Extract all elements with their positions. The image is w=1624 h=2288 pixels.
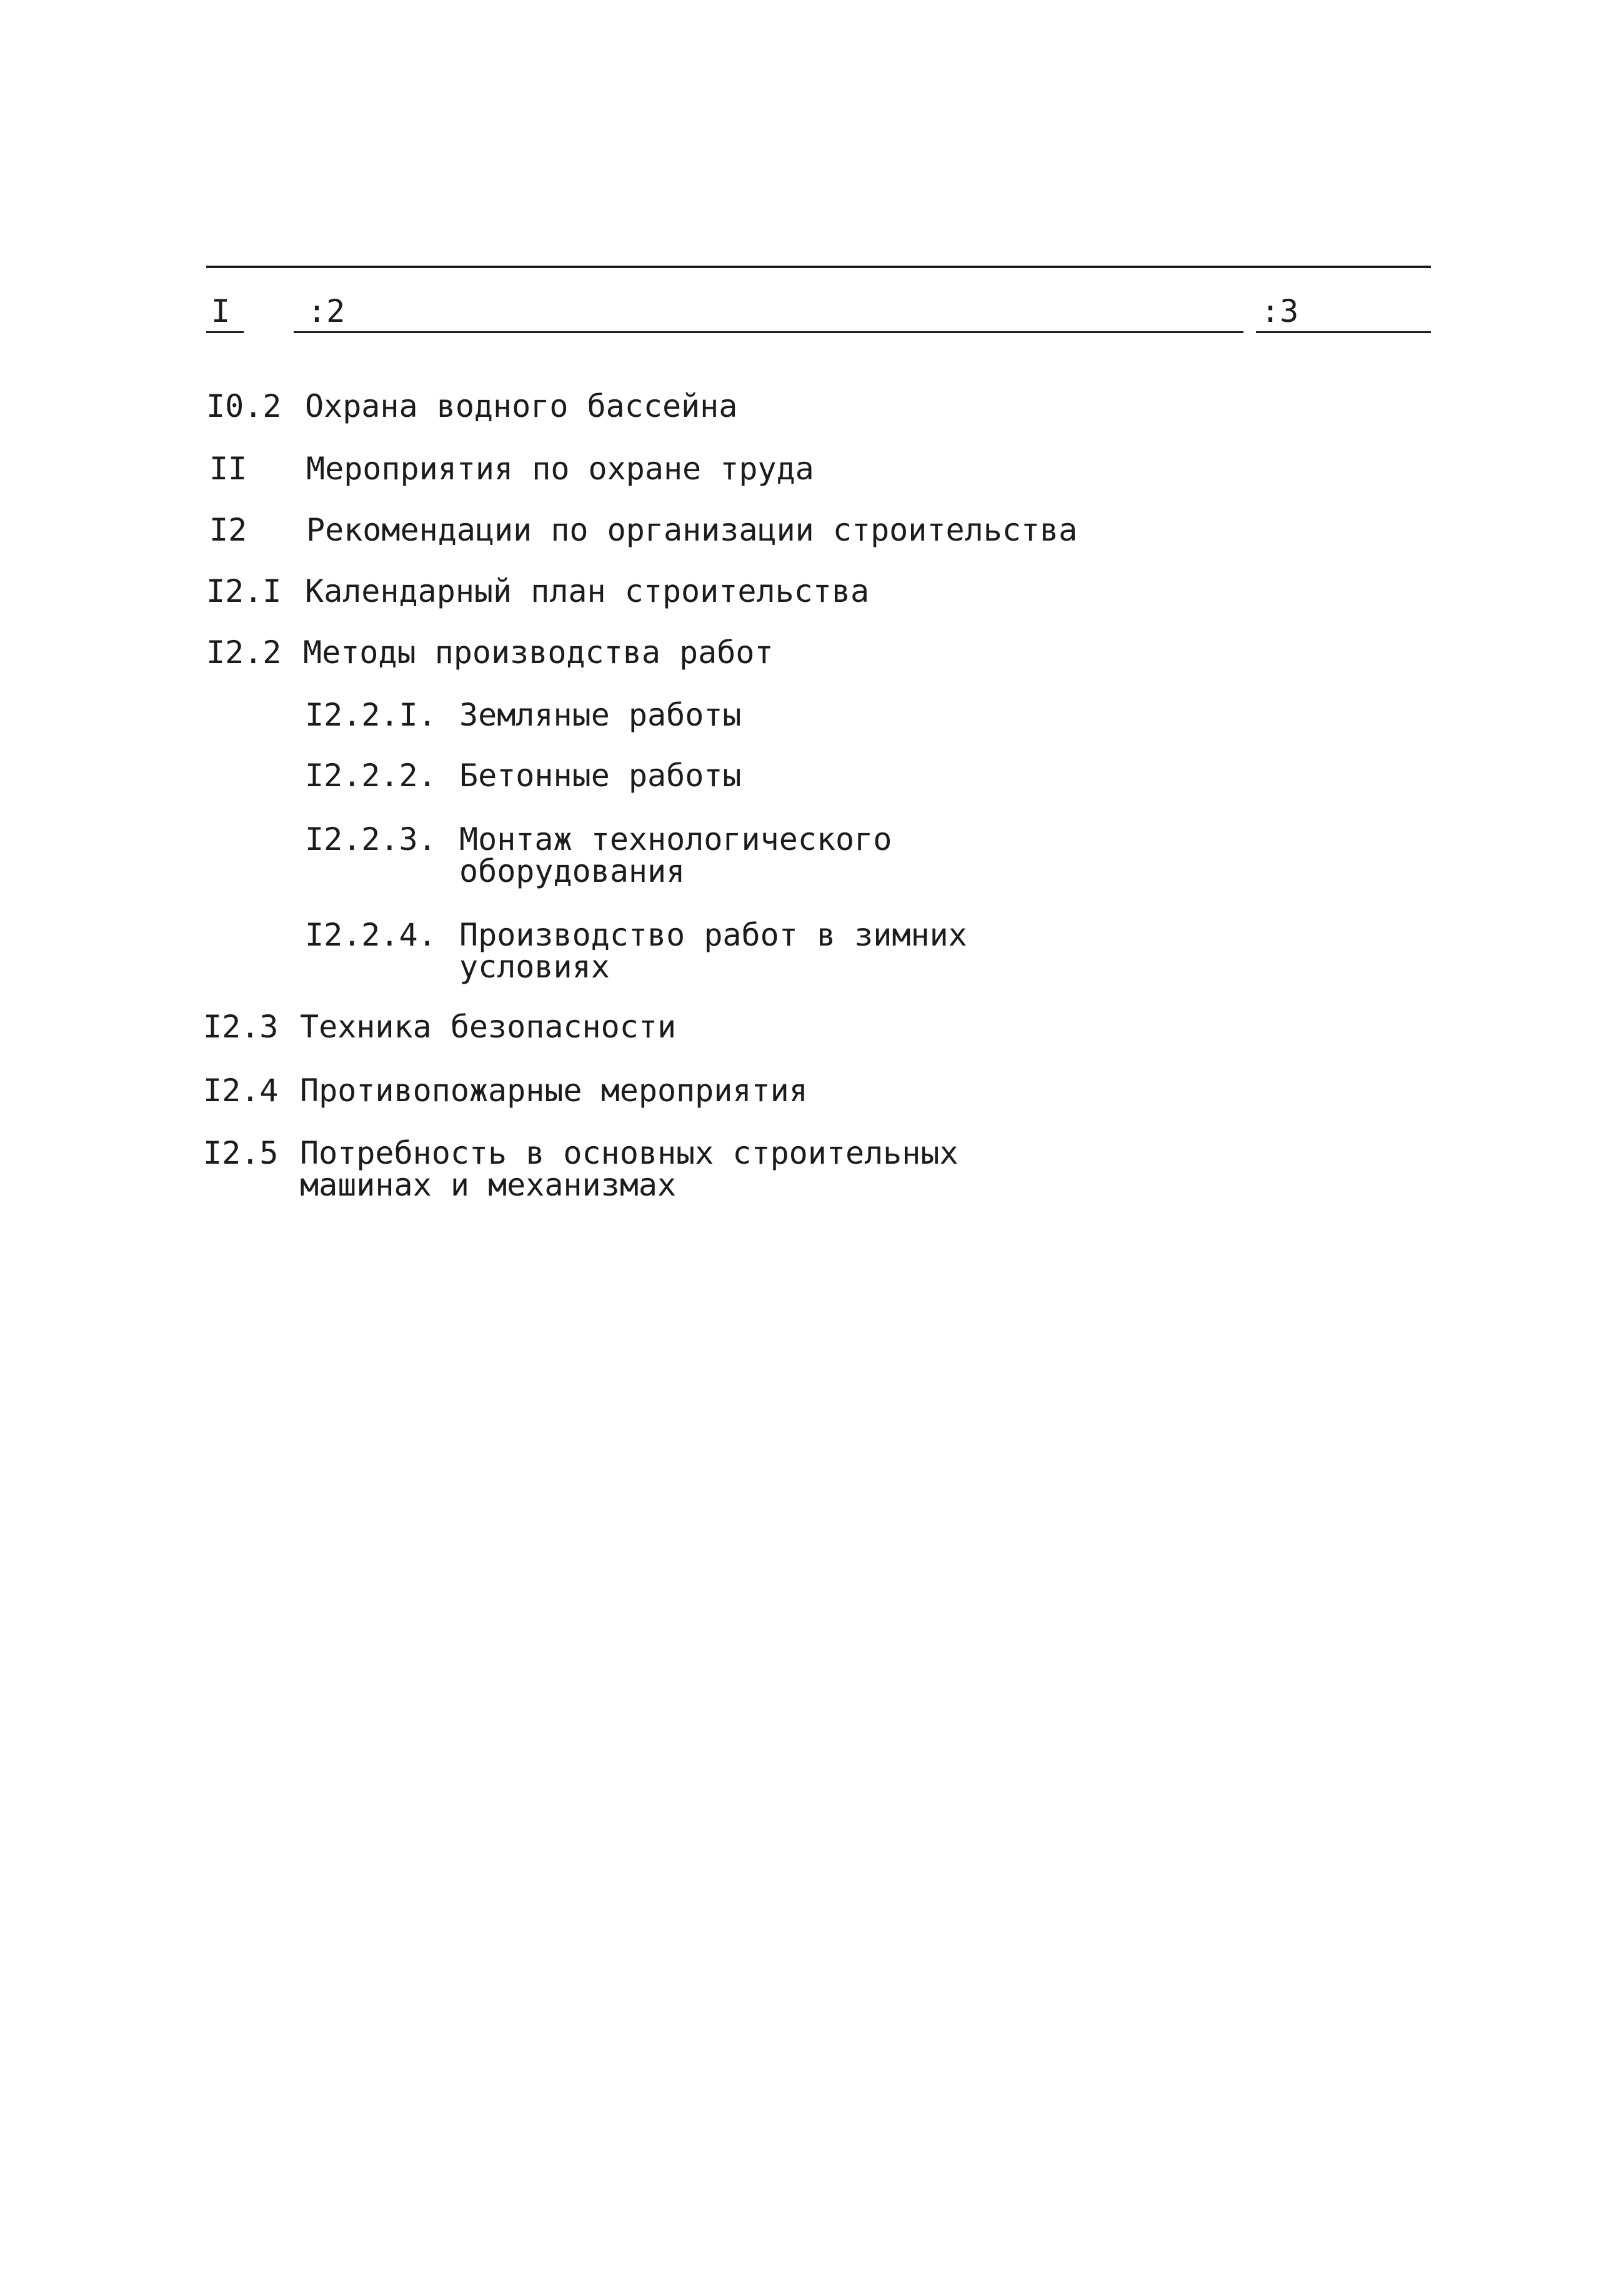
toc-title: Противопожарные мероприятия	[300, 1072, 808, 1109]
header-col1: I	[211, 293, 231, 329]
toc-subtitle: Монтаж технологического	[459, 821, 892, 857]
toc-num: I2	[209, 512, 247, 548]
toc-title: Охрана водного бассейна	[305, 388, 738, 424]
toc-title: Мероприятия по охране труда	[306, 451, 814, 487]
toc-subnum: I2.2.4.	[305, 917, 437, 953]
toc-subtitle-cont: оборудования	[459, 853, 685, 889]
toc-title-cont: машинах и механизмах	[300, 1167, 677, 1203]
toc-num: I2.2	[206, 634, 282, 671]
toc-num: I0.2	[206, 388, 282, 424]
toc-subtitle-cont: условиях	[459, 949, 610, 985]
toc-subnum: I2.2.I.	[305, 697, 437, 733]
toc-title: Календарный план строительства	[305, 573, 870, 609]
top-rule	[206, 266, 1431, 268]
toc-subtitle: Земляные работы	[459, 697, 742, 733]
header-col2: :2	[307, 293, 346, 329]
toc-title: Рекомендации по организации строительства	[306, 512, 1078, 548]
toc-title: Техника безопасности	[300, 1009, 677, 1045]
toc-title: Потребность в основных строительных	[300, 1135, 959, 1171]
toc-subnum: I2.2.2.	[305, 757, 437, 794]
toc-subnum: I2.2.3.	[305, 821, 437, 857]
toc-num: I2.I	[206, 573, 282, 609]
header-underline-col1	[206, 331, 244, 333]
header-underline-col2	[294, 331, 1243, 333]
toc-subtitle: Производство работ в зимних	[459, 917, 967, 953]
toc-title: Методы производства работ	[303, 634, 774, 671]
toc-num: I2.3	[203, 1009, 279, 1045]
toc-num: II	[209, 451, 247, 487]
header-underline-col3	[1256, 331, 1431, 333]
header-col3: :3	[1261, 293, 1299, 329]
toc-num: I2.5	[203, 1135, 279, 1171]
toc-subtitle: Бетонные работы	[459, 757, 742, 794]
toc-num: I2.4	[203, 1072, 279, 1109]
